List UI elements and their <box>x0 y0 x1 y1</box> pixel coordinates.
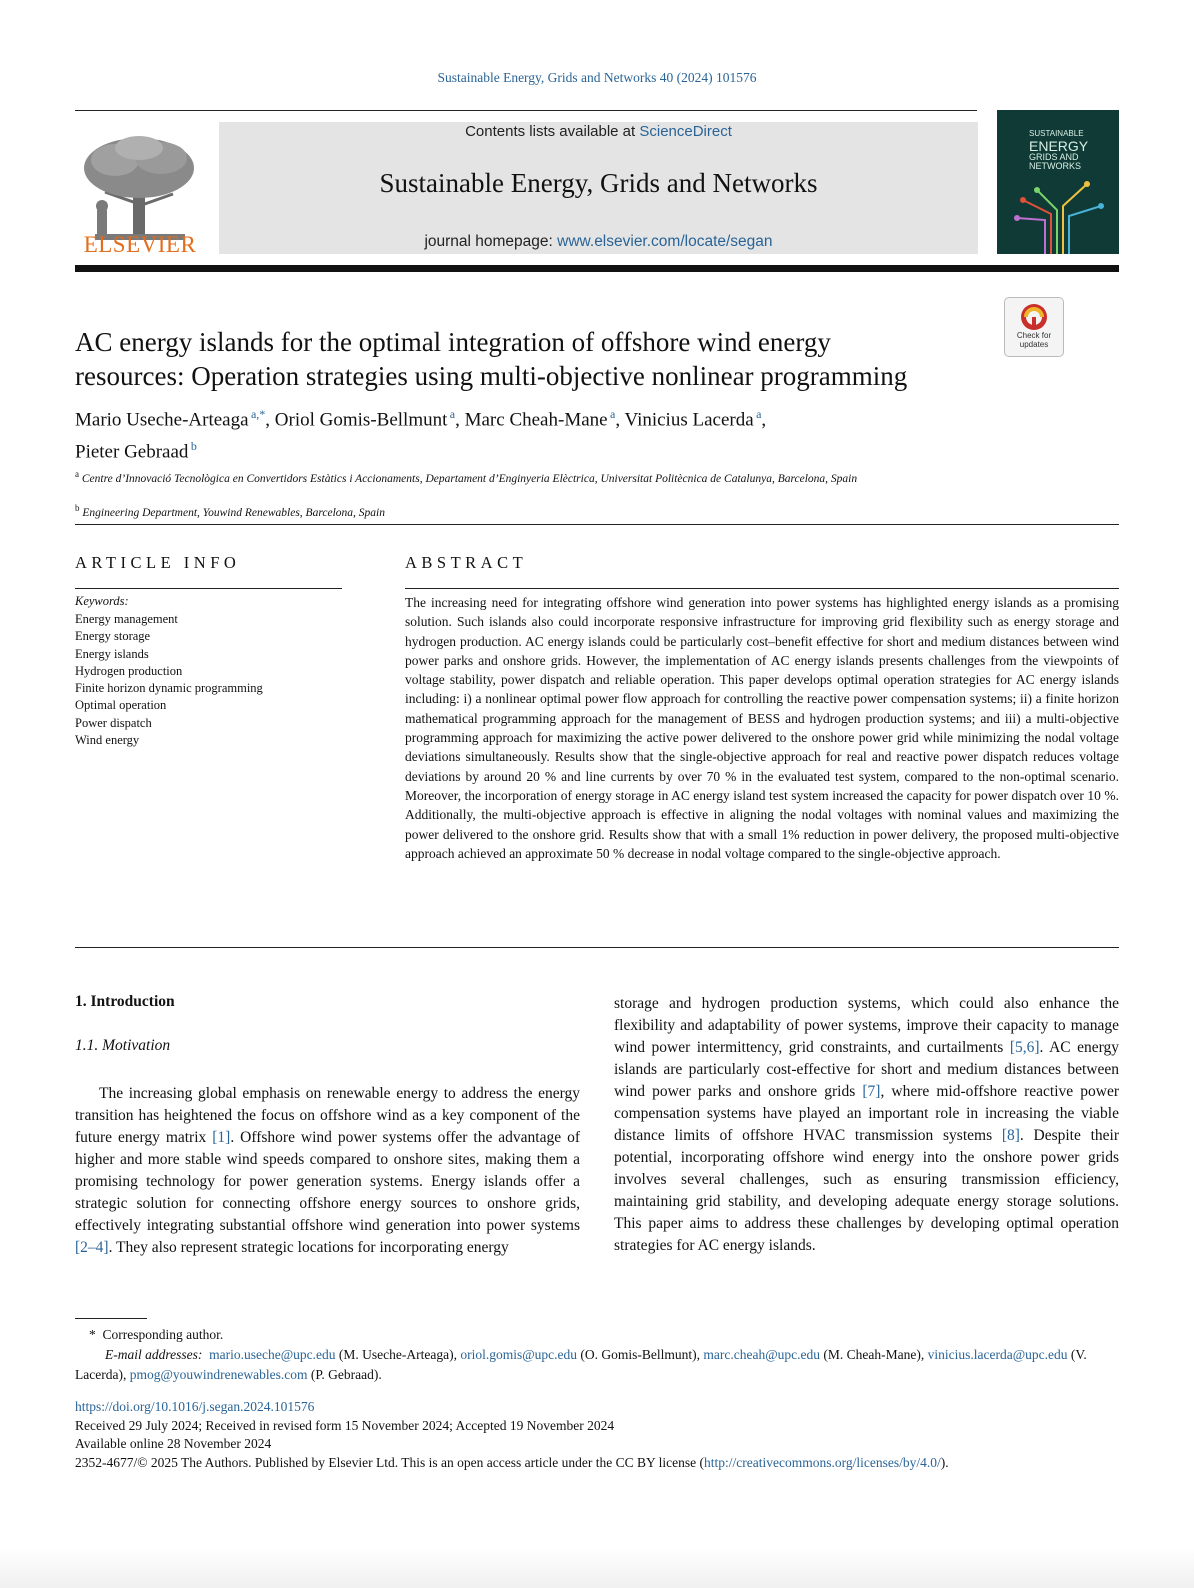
contents-prefix: Contents lists available at <box>465 123 640 140</box>
journal-title: Sustainable Energy, Grids and Networks <box>379 168 818 198</box>
email-link[interactable]: mario.useche@upc.edu <box>209 1347 336 1362</box>
check-updates-line-2: updates <box>1019 340 1049 349</box>
author-name[interactable]: Pieter Gebraad <box>75 441 189 463</box>
sciencedirect-link[interactable]: ScienceDirect <box>639 123 732 140</box>
check-updates-line-1: Check for <box>1016 331 1052 340</box>
homepage-link[interactable]: www.elsevier.com/locate/segan <box>557 233 773 250</box>
contents-line <box>219 123 978 140</box>
author-separator: , <box>761 409 767 431</box>
author-name[interactable]: Oriol Gomis-Bellmunt <box>274 409 448 431</box>
author-affiliation-sup[interactable]: a <box>449 407 456 421</box>
subsection-heading: 1.1. Motivation <box>75 1037 171 1054</box>
article-meta <box>75 1398 1119 1472</box>
body-text: . Offshore wind power systems offer the advantage of higher and more stable wind speeds compared to onshore sites, making them a promising technology for power generation systems. Energy islands offer a strategic solution for connecting offshore energy sources to onshore grids, effectively integrating substantial offshore wind generation into power systems <box>75 1129 580 1234</box>
header-rule <box>75 110 977 111</box>
body-rule <box>75 947 1119 948</box>
footnote-rule <box>75 1318 147 1319</box>
abstract-rule <box>405 588 1119 589</box>
license-prefix: 2352-4677/© 2025 The Authors. Published by Elsevier Ltd. This is an open access article under the CC BY license ( <box>75 1454 705 1470</box>
author-separator: , <box>455 409 465 431</box>
homepage-line <box>219 233 978 251</box>
body-left-column <box>75 1083 580 1259</box>
keyword-item: Wind energy <box>75 733 140 748</box>
author-name[interactable]: Vinicius Lacerda <box>624 409 754 431</box>
cover-line-2: ENERGY <box>1029 138 1089 154</box>
abstract-text: The increasing need for integrating offshore wind generation into power systems has highlighted energy islands as a promising solution. Such islands also could incorporate responsive infrastructure for improving grid flexibility such as energy storage and hydrogen production. AC energy islands could be particularly cost–benefit effective for short and medium distances between wind power parks and onshore grids. However, the implementation of AC energy islands presents challenges from the viewpoints of voltage stability, power dispatch and reliable operation. This paper develops optimal operation strategies for AC energy islands including: i) a nonlinear optimal power flow approach for controlling the reactive power compensation systems; ii) a finite horizon mathematical programming approach for the management of BESS and hydrogen production systems; and iii) a multi-objective programming approach for maximizing the active power delivered to the onshore power grid while minimizing the nodal voltage deviations simultaneously. Results show that the single-objective approach for real and reactive power dispatch reduces voltage deviations by around 20 % and line currents by over 70 % in the evaluated test system, compared to the non-optimal scenario. Moreover, the incorporation of energy storage in AC energy island test system increased the capacity for power dispatch over 10 %. Additionally, the multi-objective approach is effective in aligning the nodal voltages with nominal values and maximizing the power delivered to the onshore grid. Results show that with a small 1% reduction in power delivery, the proposed multi-objective approach achieved an approximate 50 % decrease in nodal voltage compared to the single-objective approach. <box>405 595 1119 861</box>
page-bottom-edge <box>0 1548 1194 1588</box>
body-text: . Despite their potential, incorporating offshore wind energy into the onshore power grids involves several challenges, such as ensuring transmission efficiency, maintaining grid stability, and developing adequate energy storage solutions. This paper aims to address these challenges by developing optimal operation strategies for AC energy islands. <box>614 1127 1119 1254</box>
check-updates-label <box>1004 331 1064 349</box>
keywords-list <box>75 611 263 749</box>
title-line-1: AC energy islands for the optimal integration of offshore wind energy <box>75 327 831 357</box>
email-owner: (V. Lacerda), <box>75 1347 1087 1382</box>
email-link[interactable]: marc.cheah@upc.edu <box>703 1347 821 1362</box>
article-info-heading: ARTICLE INFO <box>75 553 241 572</box>
keyword-item: Optimal operation <box>75 698 167 713</box>
check-updates-icon <box>1005 300 1063 334</box>
journal-reference[interactable]: Sustainable Energy, Grids and Networks 40 (2024) 101576 <box>437 70 757 85</box>
author-separator: , <box>265 409 275 431</box>
affiliation-sup: a <box>75 469 79 479</box>
email-label: E-mail addresses: <box>105 1347 203 1362</box>
body-right-column <box>614 993 1119 1257</box>
elsevier-wordmark[interactable]: ELSEVIER <box>83 232 197 257</box>
doi-link[interactable]: https://doi.org/10.1016/j.segan.2024.101576 <box>75 1399 315 1414</box>
corresponding-text: Corresponding author. <box>102 1327 224 1342</box>
email-owner: (O. Gomis-Bellmunt), <box>577 1347 704 1362</box>
citation-link[interactable]: [2–4] <box>75 1239 109 1256</box>
citation-link[interactable]: [7] <box>862 1083 881 1100</box>
author-list <box>75 401 1035 466</box>
cover-line-4: NETWORKS <box>1029 161 1082 171</box>
keyword-item: Power dispatch <box>75 715 152 730</box>
email-owner: (M. Cheah-Mane), <box>820 1347 928 1362</box>
body-text: storage and hydrogen production systems, which could also enhance the flexibility and adaptability of power systems, improve their capacity to manage wind power intermittency, grid constraints, and curtailments <box>614 995 1119 1056</box>
email-owner: (P. Gebraad). <box>307 1367 382 1382</box>
received-dates: Received 29 July 2024; Received in revised form 15 November 2024; Accepted 19 November 2024 <box>75 1417 615 1433</box>
keywords-label: Keywords: <box>75 594 129 608</box>
author-name[interactable]: Mario Useche-Arteaga <box>75 409 249 431</box>
citation-link[interactable]: [1] <box>212 1129 231 1146</box>
title-line-2: resources: Operation strategies using multi-objective nonlinear programming <box>75 361 908 391</box>
cover-line-1: SUSTAINABLE <box>1029 129 1084 138</box>
keyword-item: Energy management <box>75 612 178 626</box>
header-thick-rule <box>75 265 1119 272</box>
footnote <box>75 1325 1119 1385</box>
affiliation-a <box>75 466 905 488</box>
author-affiliation-sup[interactable]: a <box>756 407 762 421</box>
journal-cover[interactable] <box>997 110 1119 254</box>
article-info-rule <box>75 588 342 589</box>
article-title <box>75 325 995 393</box>
author-affiliation-sup[interactable]: a <box>609 407 616 421</box>
corresponding-line <box>75 1325 1119 1345</box>
keyword-item: Hydrogen production <box>75 663 183 678</box>
citation-link[interactable]: [8] <box>1001 1127 1020 1144</box>
email-link[interactable]: oriol.gomis@upc.edu <box>460 1347 578 1362</box>
body-text: , where mid-offshore reactive power compensation systems have played an important role in increasing the viable distance limits of offshore HVAC transmission systems <box>614 1083 1119 1144</box>
body-text: . AC energy islands are particularly cost-effective for short and medium distances between wind power parks and onshore grids <box>614 1039 1119 1100</box>
email-owner: (M. Useche-Arteaga), <box>335 1347 461 1362</box>
email-link[interactable]: pmog@youwindrenewables.com <box>129 1367 308 1382</box>
section-rule <box>75 524 1119 525</box>
homepage-prefix: journal homepage: <box>424 233 558 250</box>
cover-line-3: GRIDS AND <box>1029 152 1079 162</box>
affiliation-text: Centre d’Innovació Tecnològica en Convertidors Estàtics i Accionaments, Departament d’Enginyeria Elèctrica, Universitat Politècnica de Catalunya, Barcelona, Spain <box>81 472 858 485</box>
affiliation-sup: b <box>75 503 80 513</box>
license-link[interactable]: http://creativecommons.org/licenses/by/4.0/ <box>704 1454 941 1470</box>
author-separator: , <box>615 409 625 431</box>
license-line <box>75 1454 1119 1473</box>
author-affiliation-sup[interactable]: a,* <box>250 407 266 421</box>
author-affiliation-sup[interactable]: b <box>190 439 197 454</box>
email-block <box>75 1345 1119 1385</box>
citation-link[interactable]: [5,6] <box>1009 1039 1040 1056</box>
keyword-item: Energy islands <box>75 646 149 661</box>
affiliation-b <box>75 500 905 522</box>
keyword-item: Energy storage <box>75 629 151 644</box>
section-heading: 1. Introduction <box>75 993 175 1010</box>
abstract-heading: ABSTRACT <box>405 553 528 572</box>
email-link[interactable]: vinicius.lacerda@upc.edu <box>927 1347 1068 1362</box>
body-text: The increasing global emphasis on renewable energy to address the energy transition has heightened the focus on offshore wind as a key component of the future energy matrix <box>75 1085 580 1146</box>
footnote-star: * <box>89 1327 96 1342</box>
author-name[interactable]: Marc Cheah-Mane <box>464 409 608 431</box>
keyword-item: Finite horizon dynamic programming <box>75 681 263 696</box>
affiliation-text: Engineering Department, Youwind Renewables, Barcelona, Spain <box>82 506 385 519</box>
body-text: . They also represent strategic locations for incorporating energy <box>108 1239 509 1256</box>
available-online: Available online 28 November 2024 <box>75 1436 272 1451</box>
license-suffix: ). <box>940 1454 949 1470</box>
